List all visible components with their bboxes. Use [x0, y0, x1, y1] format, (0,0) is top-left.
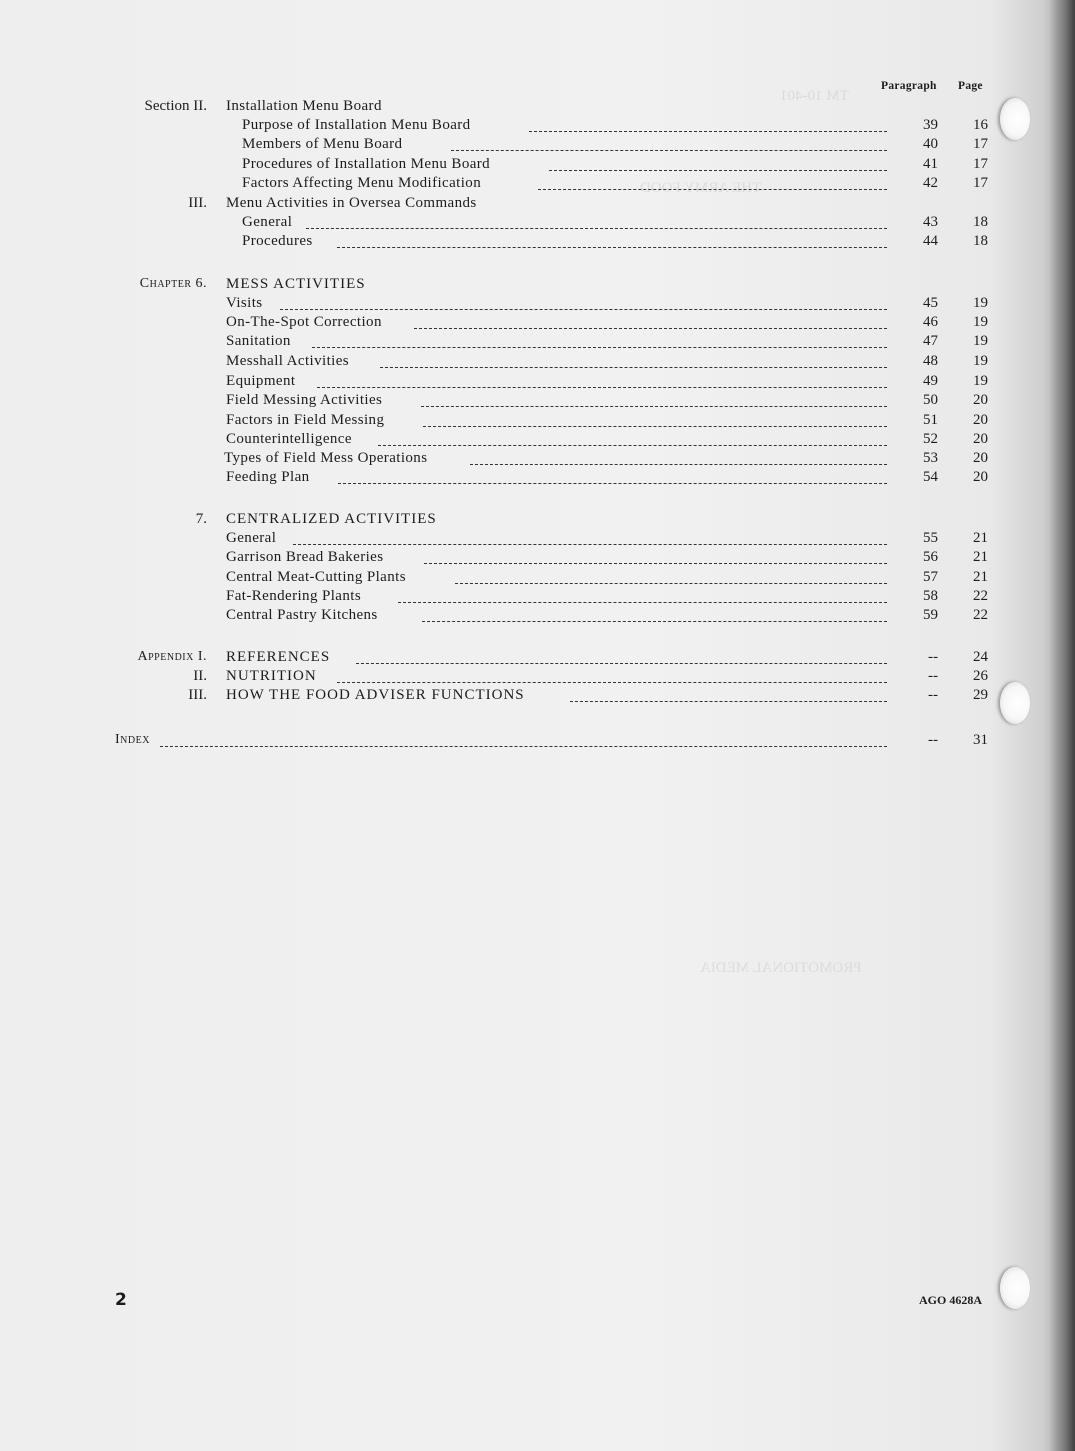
toc-page: 19: [973, 373, 988, 389]
toc-paragraph: 56: [923, 549, 938, 565]
toc-title: Procedures of Installation Menu Board: [242, 156, 491, 172]
toc-paragraph: 52: [923, 431, 938, 447]
toc-row: [0, 115, 1075, 135]
toc-row: [0, 509, 1075, 529]
toc-row: [0, 371, 1075, 391]
toc-paragraph: --: [928, 687, 938, 703]
toc-row: [0, 312, 1075, 332]
toc-title: Feeding Plan: [226, 469, 310, 485]
toc-paragraph: 47: [923, 333, 938, 349]
bleed-through: PROMOTIONAL MEDIA: [700, 960, 862, 976]
leader-dashes: [423, 425, 887, 427]
toc-page: 19: [973, 333, 988, 349]
toc-paragraph: 44: [923, 233, 938, 249]
toc-row: [0, 134, 1075, 154]
toc-page: 31: [973, 732, 988, 748]
toc-title: HOW THE FOOD ADVISER FUNCTIONS: [226, 687, 525, 703]
toc-title: Visits: [226, 295, 263, 311]
toc-paragraph: --: [928, 649, 938, 665]
toc-page: 20: [973, 469, 988, 485]
leader-dashes: [451, 149, 887, 151]
toc-title: Factors Affecting Menu Modification: [242, 175, 482, 191]
toc-paragraph: 59: [923, 607, 938, 623]
toc-title: REFERENCES: [226, 649, 331, 665]
leader-dashes: [356, 662, 887, 664]
toc-paragraph: 58: [923, 588, 938, 604]
toc-row: [0, 605, 1075, 625]
page-column-header: Page: [958, 80, 983, 92]
toc-label: III.: [188, 195, 207, 211]
toc-row: [0, 231, 1075, 251]
leader-dashes: [455, 582, 887, 584]
toc-row: [0, 212, 1075, 232]
toc-row: [0, 685, 1075, 705]
toc-title: Field Messing Activities: [226, 392, 383, 408]
paragraph-column-header: Paragraph: [881, 80, 937, 92]
toc-row: [0, 528, 1075, 548]
toc-paragraph: 48: [923, 353, 938, 369]
toc-title: CENTRALIZED ACTIVITIES: [226, 511, 437, 527]
toc-row: [0, 274, 1075, 294]
bleed-through: TM 10-401: [780, 88, 849, 104]
leader-dashes: [337, 246, 887, 248]
toc-title: Counterintelligence: [226, 431, 352, 447]
leader-dashes: [414, 327, 887, 329]
toc-paragraph: 50: [923, 392, 938, 408]
toc-label: Section II.: [144, 98, 207, 114]
toc-page: 21: [973, 530, 988, 546]
leader-dashes: [421, 405, 887, 407]
toc-page: 17: [973, 136, 988, 152]
toc-row: [0, 351, 1075, 371]
toc-page: 21: [973, 569, 988, 585]
toc-label: III.: [188, 687, 207, 703]
toc-row: [0, 390, 1075, 410]
toc-page: 18: [973, 214, 988, 230]
toc-paragraph: 55: [923, 530, 938, 546]
toc-title: Menu Activities in Oversea Commands: [226, 195, 477, 211]
toc-title: MESS ACTIVITIES: [226, 276, 366, 292]
leader-dashes: [470, 463, 887, 465]
toc-paragraph: 53: [923, 450, 938, 466]
leader-dashes: [306, 227, 887, 229]
toc-paragraph: 51: [923, 412, 938, 428]
toc-paragraph: 45: [923, 295, 938, 311]
toc-paragraph: 39: [923, 117, 938, 133]
leader-dashes: [549, 169, 887, 171]
toc-page: 24: [973, 649, 988, 665]
toc-row: [0, 154, 1075, 174]
toc-title: Equipment: [226, 373, 296, 389]
toc-title: Fat-Rendering Plants: [226, 588, 362, 604]
toc-page: 20: [973, 412, 988, 428]
toc-page: 19: [973, 295, 988, 311]
bleed-through: THE ARMY FOOD: [640, 180, 762, 196]
toc-paragraph: --: [928, 668, 938, 684]
toc-title: NUTRITION: [226, 668, 317, 684]
toc-title: Messhall Activities: [226, 353, 350, 369]
toc-page: 20: [973, 431, 988, 447]
toc-paragraph: 42: [923, 175, 938, 191]
toc-title: General: [242, 214, 293, 230]
toc-page: 26: [973, 668, 988, 684]
toc-row: [0, 547, 1075, 567]
toc-page: 29: [973, 687, 988, 703]
toc-paragraph: 40: [923, 136, 938, 152]
toc-page: 18: [973, 233, 988, 249]
toc-row: [0, 666, 1075, 686]
toc-page: 16: [973, 117, 988, 133]
toc-row: [0, 647, 1075, 667]
toc-title: Installation Menu Board: [226, 98, 382, 114]
toc-paragraph: --: [928, 732, 938, 748]
toc-row: [0, 429, 1075, 449]
leader-dashes: [312, 346, 887, 348]
toc-row: [0, 586, 1075, 606]
toc-title: On-The-Spot Correction: [226, 314, 382, 330]
toc-paragraph: 54: [923, 469, 938, 485]
leader-dashes: [317, 386, 887, 388]
toc-title: Factors in Field Messing: [226, 412, 385, 428]
toc-label: II.: [193, 668, 207, 684]
page-number: 2: [115, 1290, 127, 1310]
toc-title: Central Meat-Cutting Plants: [226, 569, 406, 585]
toc-page: 22: [973, 607, 988, 623]
toc-page: 22: [973, 588, 988, 604]
toc-title: Sanitation: [226, 333, 291, 349]
toc-page: 21: [973, 549, 988, 565]
leader-dashes: [529, 130, 887, 132]
toc-label: Chapter 6.: [139, 276, 207, 291]
toc-title: Types of Field Mess Operations: [224, 450, 428, 466]
toc-title: Members of Menu Board: [242, 136, 403, 152]
leader-dashes: [422, 620, 887, 622]
toc-row: [0, 730, 1075, 750]
leader-dashes: [338, 482, 887, 484]
leader-dashes: [538, 188, 887, 190]
toc-title: Procedures: [242, 233, 313, 249]
toc-paragraph: 57: [923, 569, 938, 585]
toc-title: Central Pastry Kitchens: [226, 607, 378, 623]
toc-page: 17: [973, 175, 988, 191]
leader-dashes: [280, 308, 887, 310]
toc-label: 7.: [195, 511, 207, 527]
toc-page: 19: [973, 353, 988, 369]
toc-page: 20: [973, 450, 988, 466]
toc-label: Appendix I.: [137, 649, 207, 664]
toc-title: General: [226, 530, 277, 546]
leader-dashes: [380, 366, 887, 368]
punch-hole: [1000, 1267, 1030, 1309]
leader-dashes: [378, 444, 887, 446]
leader-dashes: [337, 681, 887, 683]
toc-row: [0, 173, 1075, 193]
toc-row: [0, 467, 1075, 487]
toc-page: 17: [973, 156, 988, 172]
toc-label: Index: [115, 732, 150, 747]
toc-paragraph: 49: [923, 373, 938, 389]
toc-row: [0, 96, 1075, 116]
toc-title: Purpose of Installation Menu Board: [242, 117, 471, 133]
leader-dashes: [398, 601, 887, 603]
toc-title: Garrison Bread Bakeries: [226, 549, 384, 565]
toc-row: [0, 331, 1075, 351]
toc-paragraph: 41: [923, 156, 938, 172]
toc-row: [0, 410, 1075, 430]
document-code: AGO 4628A: [919, 1293, 982, 1307]
leader-dashes: [293, 543, 887, 545]
leader-dashes: [570, 700, 887, 702]
toc-row: [0, 448, 1075, 468]
toc-row: [0, 193, 1075, 213]
leader-dashes: [424, 562, 887, 564]
leader-dashes: [160, 745, 887, 747]
toc-paragraph: 43: [923, 214, 938, 230]
toc-paragraph: 46: [923, 314, 938, 330]
toc-page: 19: [973, 314, 988, 330]
toc-row: [0, 567, 1075, 587]
toc-page: 20: [973, 392, 988, 408]
toc-row: [0, 293, 1075, 313]
